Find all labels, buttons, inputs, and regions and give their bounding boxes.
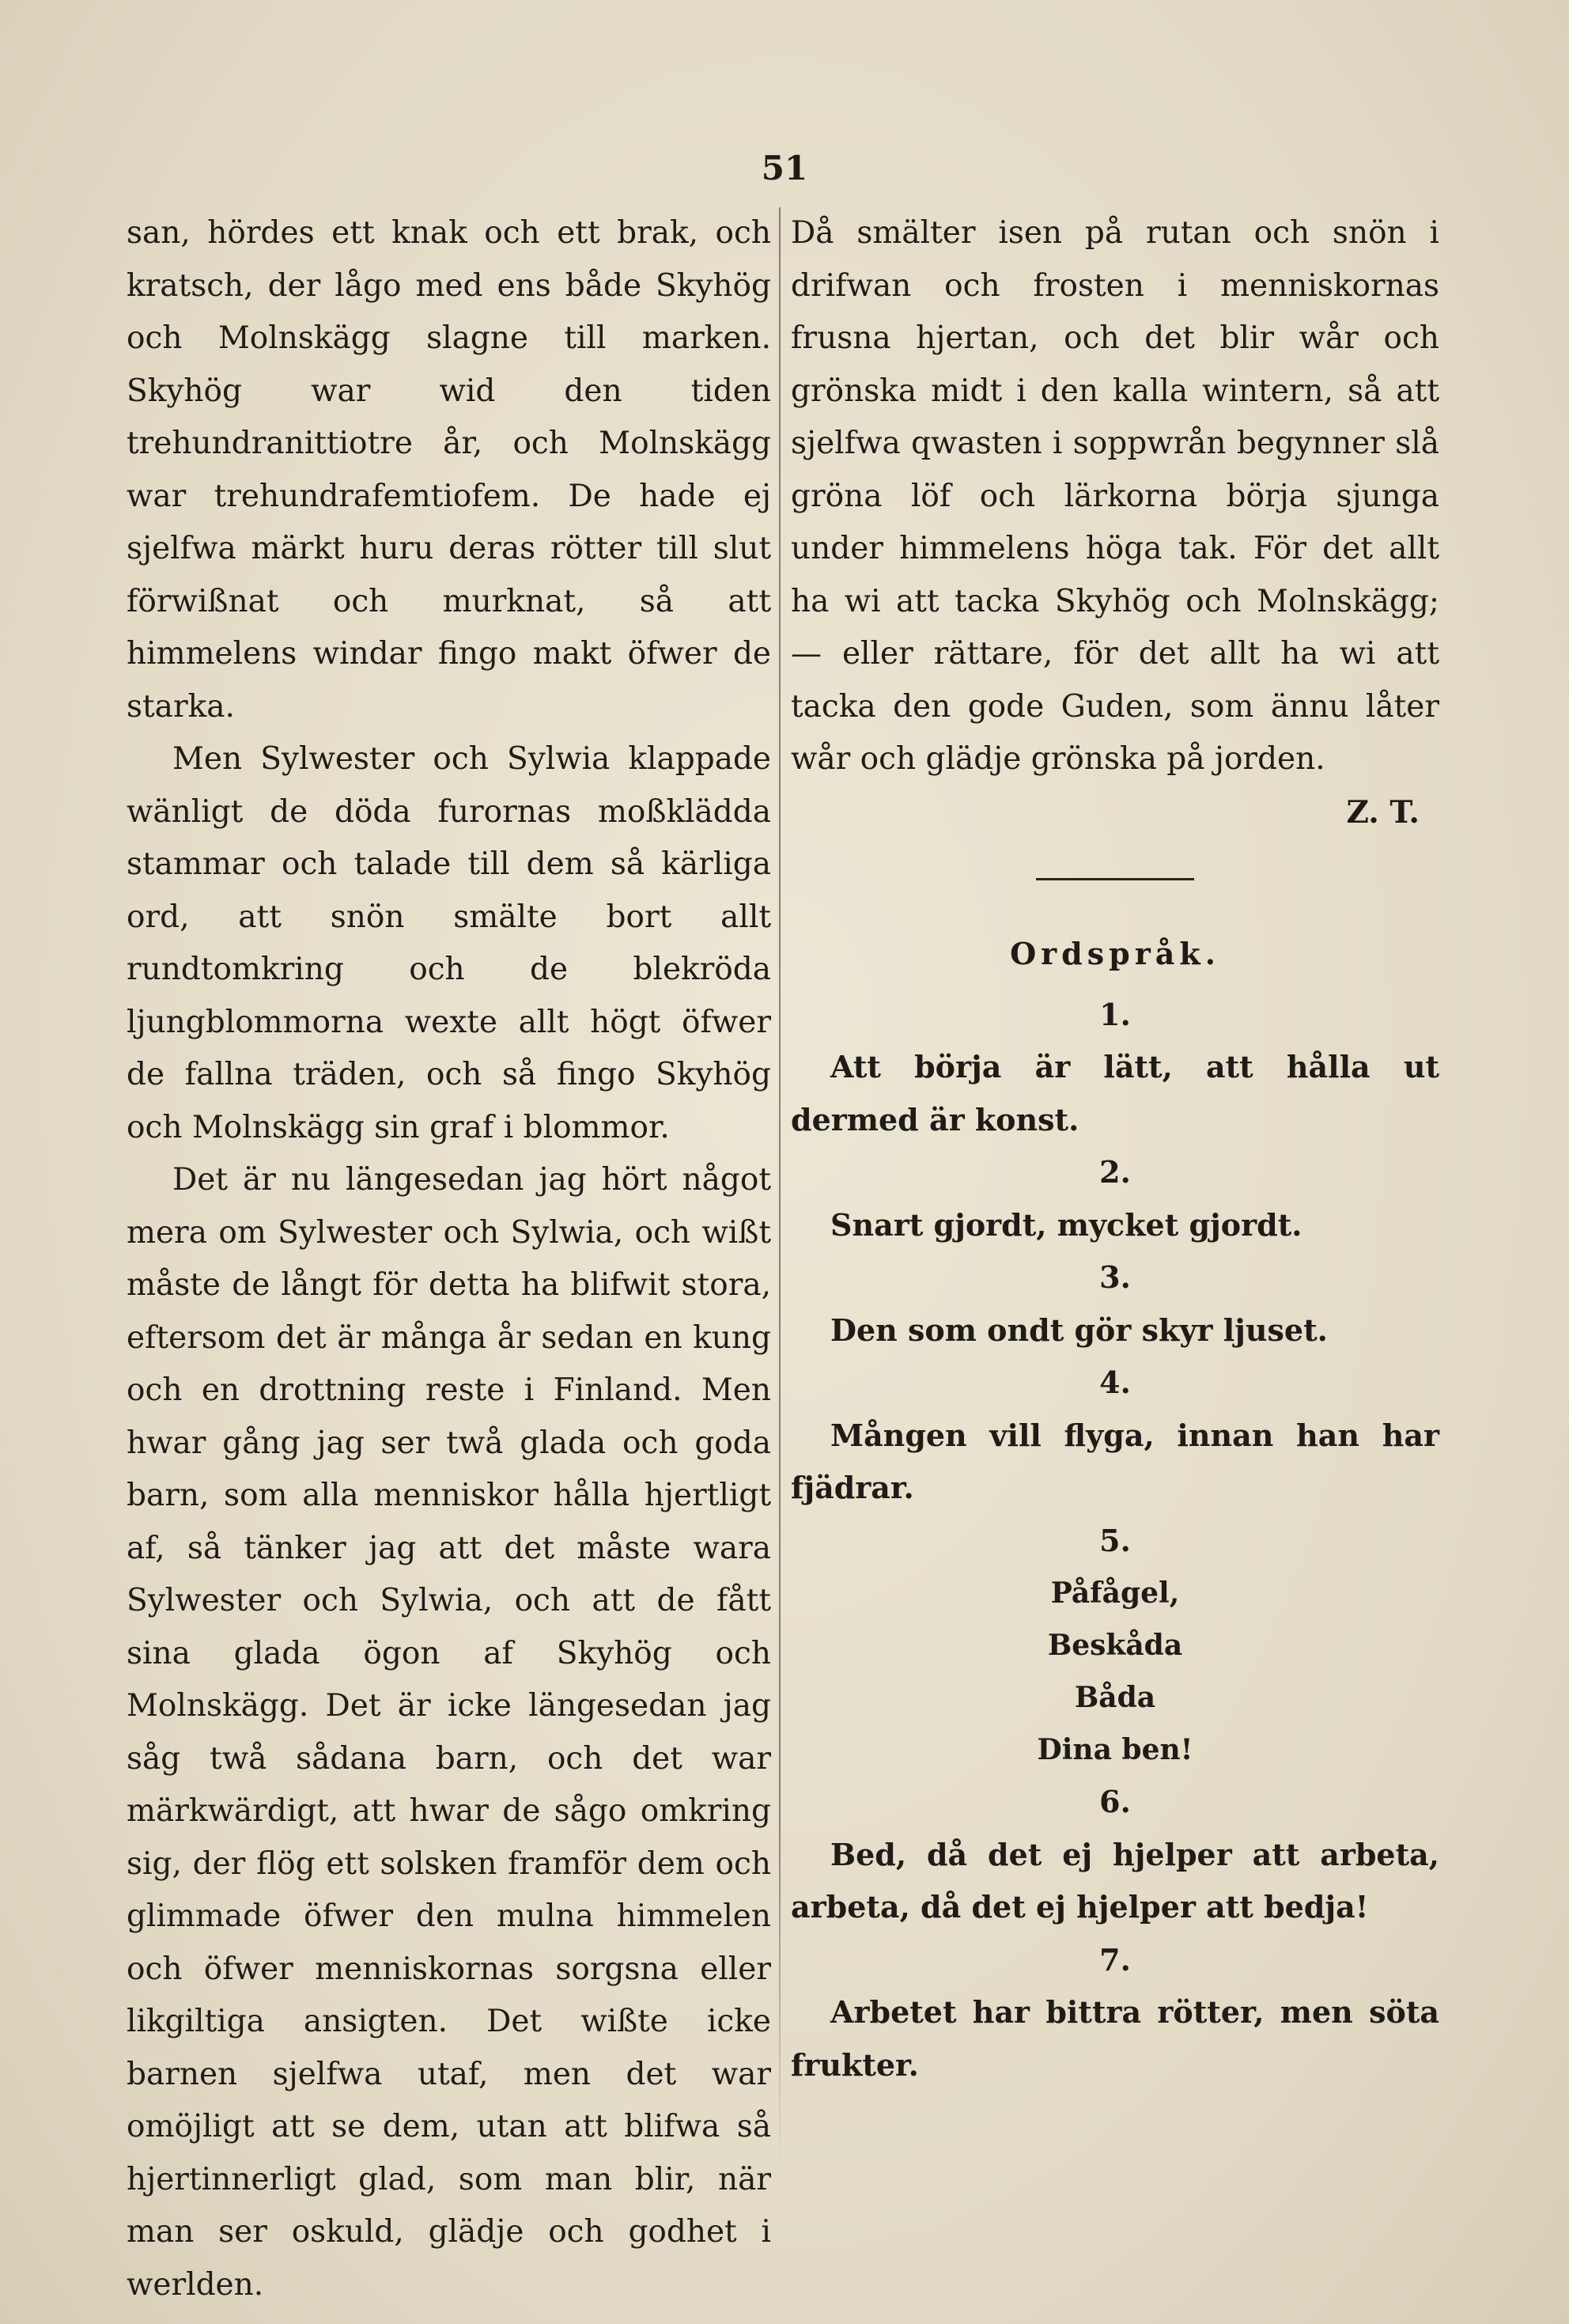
column-divider [779,207,781,2169]
proverb-number: 3. [1099,1259,1131,1295]
proverb-number: 7. [1099,1941,1131,1978]
right-paragraph: Då smälter isen på rutan och snön i drifwan och frosten i menniskornas frusna hjertan, och det blir wår och grönska midt i den kalla wintern, så att sjelfwa qwasten i soppwrån begynner slå gröna löf och lärkorna börja sjunga under himmelens höga tak. För det allt ha wi att tacka Skyhög och Molnskägg; — eller rättare, för det allt ha wi att tacka den gode Guden, som ännu låter wår och glädje grönska på jorden. [791,215,1439,777]
proverb-text: Arbetet har bittra rötter, men söta frukter. [791,1994,1439,2083]
proverb-number: 6. [1099,1784,1131,1819]
left-column [127,207,771,2311]
proverb-number: 1. [1099,996,1131,1032]
verse-line: Beskåda [1047,1629,1183,1662]
proverb-verse [791,1567,1439,1776]
verse-line: Påfågel, [1050,1576,1180,1610]
verse-line: Båda [1074,1681,1156,1714]
left-paragraph-2: Men Sylwester och Sylwia klappade wänligt de döda furornas moßklädda stammar och talade till dem så kärliga ord, att snön smälte bort allt rundtomkring och de blekröda ljungblommorna wexte allt högt öfwer de fallna träden, och så fingo Skyhög och Molnskägg sin graf i blommor. [127,741,771,1145]
proverb-text: Den som ondt gör skyr ljuset. [830,1312,1328,1348]
signature: Z. T. [1346,793,1420,831]
proverb-text: Att börja är lätt, att hålla ut dermed är konst. [791,1049,1439,1137]
left-paragraph-1: san, hördes ett knak och ett brak, och kratsch, der lågo med ens både Skyhög och Molnskägg slagne till marken. Skyhög war wid den tiden trehundranittiotre år, och Molnskägg war trehundrafemtiofem. De hade ej sjelfwa märkt huru deras rötter till slut förwißnat och murknat, så att himmelens windar fingo makt öfwer de starka. [127,215,771,725]
proverb-number: 4. [1099,1364,1131,1400]
proverb-text: Snart gjordt, mycket gjordt. [830,1206,1302,1243]
right-column [791,207,1439,2091]
proverb-number: 2. [1099,1154,1131,1190]
proverb-text: Bed, då det ej hjelper att arbeta, arbeta, då det ej hjelper att bedja! [791,1836,1439,1925]
proverb-text: Mången vill flyga, innan han har fjädrar. [791,1417,1439,1505]
verse-line: Dina ben! [1037,1733,1193,1766]
left-paragraph-3: Det är nu längesedan jag hört något mera om Sylwester och Sylwia, och wißt måste de långt för detta ha blifwit stora, eftersom det är många år sedan en kung och en drottning reste i Finland. Men hwar gång jag ser twå glada och goda barn, som alla menniskor hålla hjertligt af, så tänker jag att det måste wara Sylwester och Sylwia, och att de fått sina glada ögon af Skyhög och Molnskägg. Det är icke längesedan jag såg twå sådana barn, och det war märkwärdigt, att hwar de sågo omkring sig, der flög ett solsken framför dem och glimmade öfwer den mulna himmelen och öfwer menniskornas sorgsna eller likgiltiga ansigten. Det wißte icke barnen sjelfwa utaf, men det war omöjligt att se dem, utan att blifwa så hjertinnerligt glad, som man blir, när man ser oskuld, glädje och godhet i werlden. [127,1162,771,2303]
section-rule [1036,878,1194,880]
proverb-number: 5. [1099,1522,1131,1558]
page-number: 51 [761,149,808,187]
proverbs-heading: Ordspråk. [1010,936,1220,971]
